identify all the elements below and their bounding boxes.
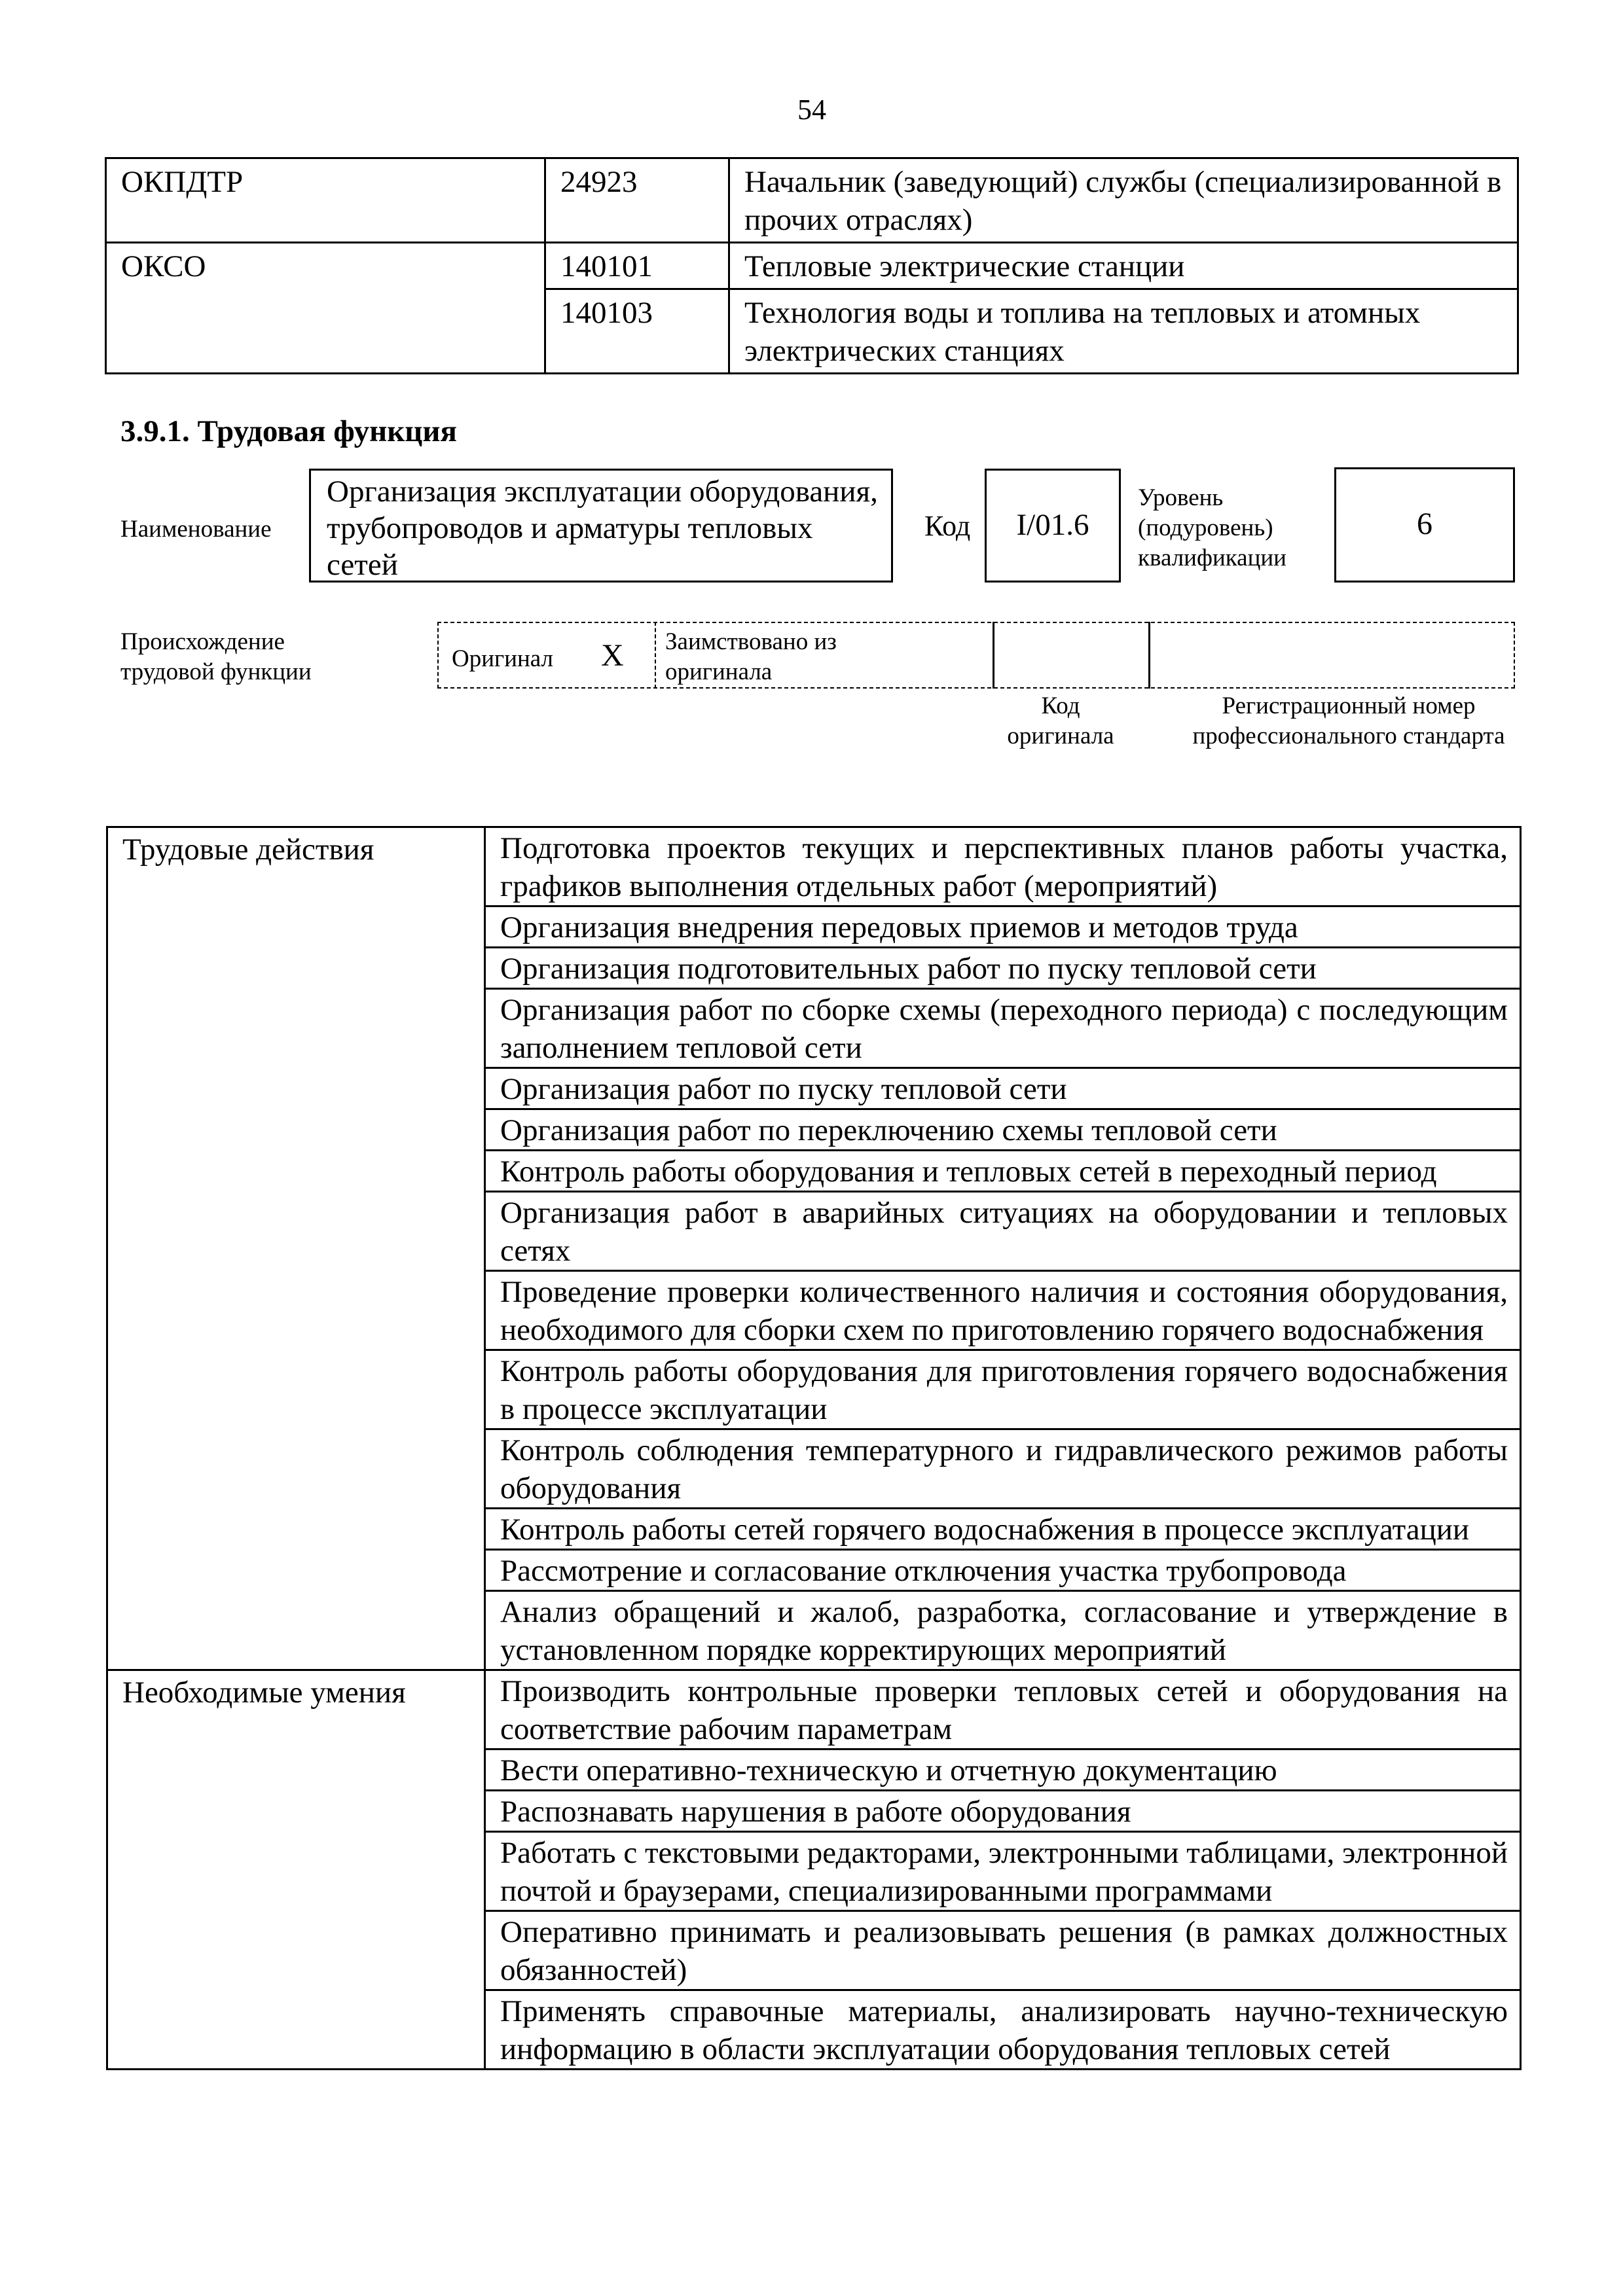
labor-action-item: Организация работ по сборке схемы (переходного периода) с последующим заполнением тепловой сети [485,989,1521,1068]
skill-item: Распознавать нарушения в работе оборудования [485,1791,1521,1832]
function-name: Организация эксплуатации оборудования, трубопроводов и арматуры тепловых сетей [309,469,893,583]
labor-actions-label: Трудовые действия [107,827,485,1670]
table-row [106,243,1518,289]
origin-row [437,622,1515,689]
table-row [107,1670,1521,1749]
function-details-table [106,826,1522,2070]
labor-action-item: Организация работ по переключению схемы тепловой сети [485,1109,1521,1151]
function-code: I/01.6 [985,469,1121,583]
section-title: 3.9.1. Трудовая функция [120,414,457,448]
origin-borrowed: Заимствовано из оригинала [665,628,837,685]
labor-action-item: Контроль работы оборудования и тепловых сетей в переходный период [485,1151,1521,1192]
classifier-title: Технология воды и топлива на тепловых и атомных электрических станциях [729,289,1518,374]
qualification-level: 6 [1334,467,1515,583]
classifier-table [105,157,1519,374]
divider [655,622,656,689]
labor-action-item: Рассмотрение и согласование отключения участка трубопровода [485,1550,1521,1591]
labor-action-item: Контроль соблюдения температурного и гидравлического режимов работы оборудования [485,1429,1521,1509]
classifier-code: 140103 [545,289,729,374]
function-name-label: Наименование [120,516,272,543]
classifier-code: 24923 [545,158,729,243]
divider [437,622,439,689]
original-code-caption: Код оригинала [1007,692,1114,749]
table-row [107,827,1521,906]
labor-action-item: Проведение проверки количественного наличия и состояния оборудования, необходимого для сборки схем по приготовлению горячего водоснабжения [485,1271,1521,1350]
table-row [106,158,1518,243]
labor-action-item: Контроль работы оборудования для приготовления горячего водоснабжения в процессе эксплуатации [485,1350,1521,1429]
function-code-label: Код [924,510,971,542]
labor-action-item: Организация внедрения передовых приемов и методов труда [485,906,1521,948]
skill-item: Производить контрольные проверки тепловых сетей и оборудования на соответствие рабочим параметрам [485,1670,1521,1749]
labor-action-item: Подготовка проектов текущих и перспективных планов работы участка, графиков выполнения отдельных работ (мероприятий) [485,827,1521,906]
classifier-title: Тепловые электрические станции [729,243,1518,289]
labor-action-item: Организация работ по пуску тепловой сети [485,1068,1521,1109]
skill-item: Работать с текстовыми редакторами, электронными таблицами, электронной почтой и браузерами, специализированными программами [485,1832,1521,1911]
classifier-name: ОКСО [106,243,545,374]
registration-number-caption: Регистрационный номер профессионального стандарта [1192,692,1505,749]
classifier-code: 140101 [545,243,729,289]
divider [1514,622,1515,689]
labor-action-item: Организация подготовительных работ по пуску тепловой сети [485,948,1521,989]
labor-action-item: Организация работ в аварийных ситуациях на оборудовании и тепловых сетях [485,1192,1521,1271]
skill-item: Оперативно принимать и реализовывать решения (в рамках должностных обязанностей) [485,1911,1521,1990]
divider [1148,622,1150,689]
classifier-title: Начальник (заведующий) службы (специализированной в прочих отраслях) [729,158,1518,243]
skill-item: Применять справочные материалы, анализировать научно-техническую информацию в области эксплуатации оборудования тепловых сетей [485,1990,1521,2070]
divider [993,622,994,689]
required-skills-label: Необходимые умения [107,1670,485,2070]
skill-item: Вести оперативно-техническую и отчетную документацию [485,1749,1521,1791]
labor-action-item: Контроль работы сетей горячего водоснабжения в процессе эксплуатации [485,1509,1521,1550]
labor-action-item: Анализ обращений и жалоб, разработка, согласование и утверждение в установленном порядке корректирующих мероприятий [485,1591,1521,1670]
page-number: 54 [797,94,826,126]
origin-original: Оригинал [452,645,554,672]
origin-label: Происхождение трудовой функции [120,628,312,685]
qualification-level-label: Уровень (подуровень) квалификации [1138,484,1286,571]
origin-original-mark: X [601,638,624,673]
classifier-name: ОКПДТР [106,158,545,243]
